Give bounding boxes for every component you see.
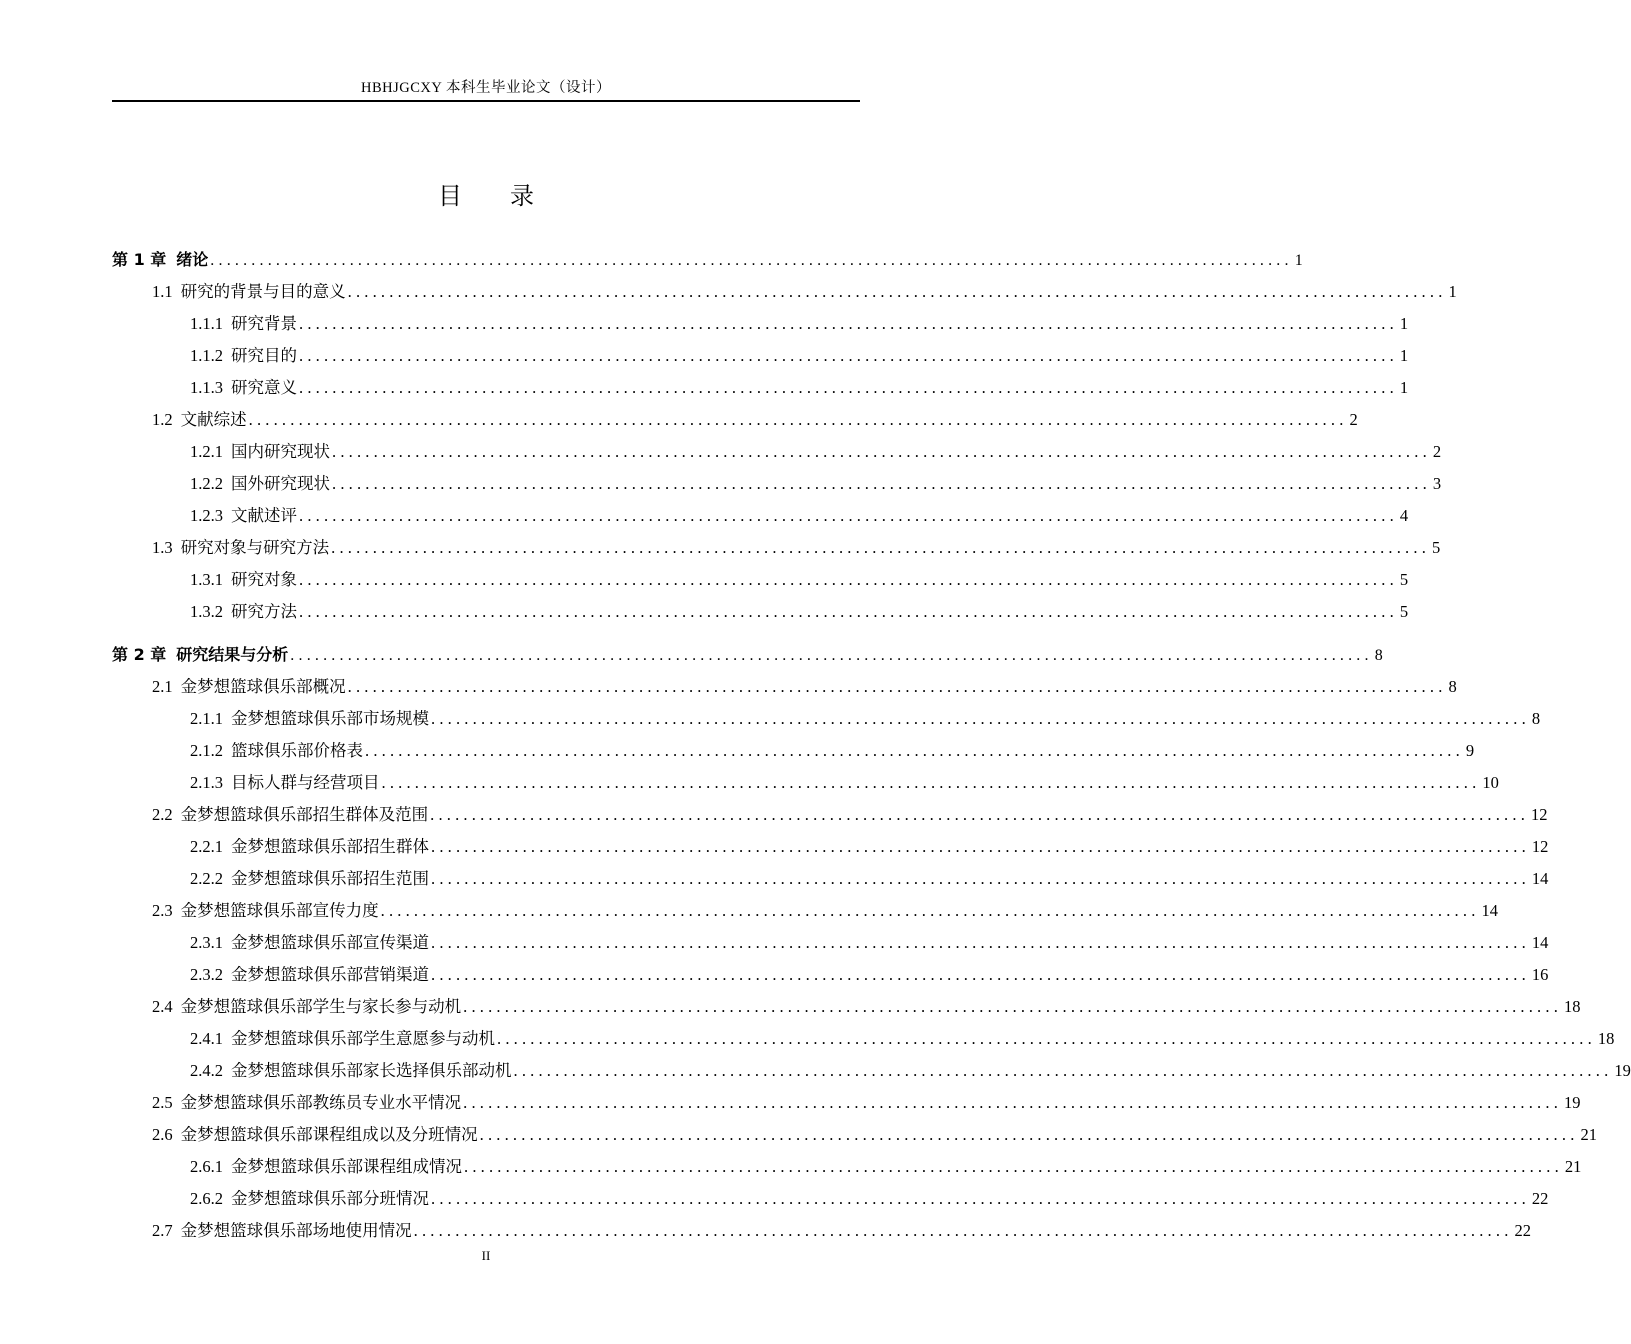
toc-entry-label: 金梦想篮球俱乐部招生群体及范围 xyxy=(180,805,429,824)
toc-entry-label: 研究方法 xyxy=(231,602,297,621)
toc-entry[interactable] xyxy=(112,436,1442,468)
toc-entry-number: 2.3.1 xyxy=(190,933,223,952)
toc-entry-label: 国内研究现状 xyxy=(231,442,330,461)
toc-entry-label: 研究背景 xyxy=(231,314,297,333)
toc-entry-title xyxy=(190,959,429,991)
toc-entry-label: 绪论 xyxy=(176,250,209,269)
toc-entry-title xyxy=(190,1151,462,1183)
toc-entry-label: 金梦想篮球俱乐部教练员专业水平情况 xyxy=(180,1093,462,1112)
toc-entry-label: 金梦想篮球俱乐部招生范围 xyxy=(231,869,429,888)
toc-entry-title xyxy=(190,500,297,532)
toc-entry[interactable] xyxy=(112,468,1442,500)
dot-leader: .................................................................................................................................... xyxy=(331,538,1431,557)
dot-leader: .................................................................................................................................... xyxy=(431,933,1530,952)
toc-entry-label: 金梦想篮球俱乐部学生与家长参与动机 xyxy=(180,997,462,1016)
dot-leader: .................................................................................................................................... xyxy=(413,1221,1513,1240)
toc-entry-label: 金梦想篮球俱乐部概况 xyxy=(180,677,346,696)
dot-leader: .................................................................................................................................... xyxy=(431,837,1530,856)
toc-entry-page: 19 xyxy=(1614,1061,1631,1080)
toc-entry-page: 5 xyxy=(1399,602,1409,621)
toc-entry-number: 1.1.3 xyxy=(190,378,223,397)
toc-entry[interactable] xyxy=(112,1023,1615,1055)
toc-entry-label: 金梦想篮球俱乐部场地使用情况 xyxy=(180,1221,412,1240)
toc-entry[interactable] xyxy=(112,703,1541,735)
toc-entry-title xyxy=(190,735,363,767)
dot-leader: .................................................................................................................................... xyxy=(299,506,1398,525)
toc-entry-title xyxy=(190,372,297,404)
toc-entry[interactable] xyxy=(112,799,1548,831)
toc-entry-page: 1 xyxy=(1448,282,1457,301)
toc-entry-number: 第 2 章 xyxy=(112,645,167,664)
dot-leader: .................................................................................................................................... xyxy=(299,602,1398,621)
dot-leader: .................................................................................................................................... xyxy=(347,677,1447,696)
table-of-contents xyxy=(112,244,1631,1247)
toc-entry[interactable] xyxy=(112,959,1549,991)
toc-entry-title xyxy=(190,564,297,596)
toc-entry-number: 2.1.1 xyxy=(190,709,223,728)
dot-leader: .................................................................................................................................... xyxy=(299,314,1398,333)
toc-entry-title xyxy=(112,244,208,276)
toc-entry-label: 研究的背景与目的意义 xyxy=(180,282,346,301)
dot-leader: .................................................................................................................................... xyxy=(332,442,1431,461)
dot-leader: .................................................................................................................................... xyxy=(299,570,1398,589)
toc-entry-number: 1.1 xyxy=(152,282,173,301)
toc-entry-title xyxy=(190,767,380,799)
toc-entry-page: 19 xyxy=(1564,1093,1581,1112)
dot-leader: .................................................................................................................................... xyxy=(210,252,1293,269)
dot-leader: .................................................................................................................................... xyxy=(479,1125,1579,1144)
dot-leader: .................................................................................................................................... xyxy=(431,869,1530,888)
toc-entry-page: 12 xyxy=(1531,837,1549,856)
dot-leader: .................................................................................................................................... xyxy=(299,378,1398,397)
toc-entry[interactable] xyxy=(112,564,1409,596)
toc-entry[interactable] xyxy=(112,863,1549,895)
toc-entry[interactable] xyxy=(112,671,1457,703)
toc-entry-title xyxy=(152,1215,412,1247)
dot-leader: .................................................................................................................................... xyxy=(248,410,1348,429)
toc-entry[interactable] xyxy=(112,532,1441,564)
dot-leader: .................................................................................................................................... xyxy=(332,474,1431,493)
toc-entry-label: 国外研究现状 xyxy=(231,474,330,493)
toc-entry-number: 2.4.1 xyxy=(190,1029,223,1048)
toc-entry-page: 8 xyxy=(1448,677,1457,696)
toc-entry-title xyxy=(190,436,330,468)
toc-entry-page: 18 xyxy=(1597,1029,1615,1048)
dot-leader: .................................................................................................................................... xyxy=(431,965,1530,984)
toc-entry-page: 2 xyxy=(1349,410,1358,429)
toc-entry-label: 文献述评 xyxy=(231,506,297,525)
toc-entry-page: 14 xyxy=(1481,901,1499,920)
toc-entry-title xyxy=(190,1055,512,1087)
page-number: II xyxy=(481,1248,491,1263)
header-rule xyxy=(112,100,860,102)
toc-entry-title xyxy=(190,1183,429,1215)
toc-entry-number: 2.6.1 xyxy=(190,1157,223,1176)
toc-entry-title xyxy=(190,340,297,372)
toc-entry-page: 16 xyxy=(1531,965,1549,984)
toc-entry[interactable] xyxy=(112,767,1499,799)
toc-entry-page: 1 xyxy=(1399,346,1409,365)
toc-entry-page: 1 xyxy=(1399,378,1409,397)
toc-entry-page: 22 xyxy=(1514,1221,1532,1240)
toc-entry[interactable] xyxy=(112,596,1409,628)
toc-entry-number: 2.2 xyxy=(152,805,173,824)
toc-entry-number: 1.2 xyxy=(152,410,173,429)
toc-entry-number: 1.3.1 xyxy=(190,570,223,589)
toc-entry-number: 1.2.3 xyxy=(190,506,223,525)
toc-entry-label: 金梦想篮球俱乐部学生意愿参与动机 xyxy=(231,1029,495,1048)
toc-entry-number: 2.4.2 xyxy=(190,1061,223,1080)
toc-entry[interactable] xyxy=(112,500,1409,532)
toc-entry-number: 2.2.2 xyxy=(190,869,223,888)
toc-entry-label: 目标人群与经营项目 xyxy=(231,773,380,792)
dot-leader: .................................................................................................................................... xyxy=(464,1157,1563,1176)
toc-entry-label: 篮球俱乐部价格表 xyxy=(231,741,363,760)
dot-leader: .................................................................................................................................... xyxy=(365,741,1464,760)
toc-entry-number: 1.1.2 xyxy=(190,346,223,365)
toc-entry-title xyxy=(190,863,429,895)
dot-leader: .................................................................................................................................... xyxy=(463,1093,1563,1112)
toc-entry-page: 12 xyxy=(1531,805,1548,824)
toc-entry-label: 金梦想篮球俱乐部宣传渠道 xyxy=(231,933,429,952)
toc-entry-page: 3 xyxy=(1432,474,1442,493)
toc-entry-number: 2.7 xyxy=(152,1221,173,1240)
toc-entry-title xyxy=(190,703,429,735)
toc-entry-number: 2.6.2 xyxy=(190,1189,223,1208)
toc-entry-number: 2.1.2 xyxy=(190,741,223,760)
toc-entry[interactable] xyxy=(112,1119,1598,1151)
page-title xyxy=(112,176,860,211)
toc-entry-number: 2.3.2 xyxy=(190,965,223,984)
toc-entry-page: 1 xyxy=(1294,252,1303,269)
toc-entry-title xyxy=(190,468,330,500)
toc-entry-page: 5 xyxy=(1432,538,1441,557)
toc-entry-number: 2.5 xyxy=(152,1093,173,1112)
toc-entry-label: 文献综述 xyxy=(180,410,247,429)
toc-entry-page: 18 xyxy=(1564,997,1581,1016)
dot-leader: .................................................................................................................................... xyxy=(431,1189,1530,1208)
toc-entry[interactable] xyxy=(112,340,1409,372)
toc-entry[interactable] xyxy=(112,991,1581,1023)
toc-entry[interactable] xyxy=(112,639,1383,671)
page-header: HBHJGCXY 本科生毕业论文（设计） xyxy=(361,80,611,96)
dot-leader: .................................................................................................................................... xyxy=(430,805,1530,824)
toc-entry-title xyxy=(152,276,346,308)
toc-entry-number: 2.6 xyxy=(152,1125,173,1144)
toc-entry-label: 金梦想篮球俱乐部课程组成以及分班情况 xyxy=(180,1125,478,1144)
toc-entry-page: 14 xyxy=(1531,933,1549,952)
toc-entry-title xyxy=(152,532,329,564)
toc-entry-label: 金梦想篮球俱乐部营销渠道 xyxy=(231,965,429,984)
dot-leader: .................................................................................................................................... xyxy=(497,1029,1596,1048)
toc-entry[interactable] xyxy=(112,404,1358,436)
toc-entry-title xyxy=(152,799,428,831)
toc-entry-title xyxy=(190,1023,495,1055)
toc-entry[interactable] xyxy=(112,1151,1582,1183)
toc-entry-title xyxy=(190,927,429,959)
toc-entry[interactable] xyxy=(112,831,1549,863)
toc-entry-page: 2 xyxy=(1432,442,1442,461)
toc-entry-label: 金梦想篮球俱乐部宣传力度 xyxy=(180,901,379,920)
toc-entry-title xyxy=(190,596,297,628)
toc-entry-number: 2.1 xyxy=(152,677,173,696)
toc-entry-label: 金梦想篮球俱乐部课程组成情况 xyxy=(231,1157,462,1176)
dot-leader: .................................................................................................................................... xyxy=(513,1061,1613,1080)
dot-leader: .................................................................................................................................... xyxy=(381,773,1481,792)
toc-entry-number: 1.3 xyxy=(152,538,173,557)
toc-entry-page: 14 xyxy=(1531,869,1549,888)
toc-entry-title xyxy=(152,1087,461,1119)
toc-entry-title xyxy=(112,639,288,671)
toc-entry-page: 8 xyxy=(1374,647,1383,664)
toc-entry-page: 5 xyxy=(1399,570,1409,589)
toc-entry-title xyxy=(152,404,247,436)
toc-entry-label: 金梦想篮球俱乐部市场规模 xyxy=(231,709,429,728)
toc-entry-number: 1.2.2 xyxy=(190,474,223,493)
toc-entry-label: 金梦想篮球俱乐部家长选择俱乐部动机 xyxy=(231,1061,512,1080)
toc-entry-label: 研究对象 xyxy=(231,570,297,589)
toc-entry-page: 1 xyxy=(1399,314,1409,333)
toc-entry[interactable] xyxy=(112,1055,1631,1087)
toc-entry[interactable] xyxy=(112,735,1475,767)
toc-entry[interactable] xyxy=(112,1087,1581,1119)
toc-entry[interactable] xyxy=(112,927,1549,959)
toc-entry-title xyxy=(190,308,297,340)
toc-entry-page: 21 xyxy=(1564,1157,1582,1176)
toc-entry-number: 1.2.1 xyxy=(190,442,223,461)
toc-entry-number: 2.1.3 xyxy=(190,773,223,792)
toc-entry[interactable] xyxy=(112,1215,1532,1247)
toc-entry-page: 4 xyxy=(1399,506,1409,525)
toc-entry-title xyxy=(190,831,429,863)
toc-entry[interactable] xyxy=(112,372,1409,404)
toc-entry-label: 研究对象与研究方法 xyxy=(180,538,330,557)
title-char-2: 录 xyxy=(510,182,534,210)
toc-entry-page: 9 xyxy=(1465,741,1475,760)
toc-entry-number: 2.2.1 xyxy=(190,837,223,856)
toc-entry[interactable] xyxy=(112,276,1457,308)
toc-entry-number: 2.3 xyxy=(152,901,173,920)
toc-entry[interactable] xyxy=(112,308,1409,340)
toc-entry-label: 研究结果与分析 xyxy=(176,645,289,664)
toc-entry-page: 10 xyxy=(1482,773,1499,792)
toc-entry-number: 1.1.1 xyxy=(190,314,223,333)
toc-entry-label: 研究目的 xyxy=(231,346,297,365)
title-char-1: 目 xyxy=(438,182,462,210)
dot-leader: .................................................................................................................................... xyxy=(290,647,1373,664)
toc-entry-label: 金梦想篮球俱乐部招生群体 xyxy=(231,837,429,856)
toc-entry[interactable] xyxy=(112,244,1303,276)
toc-entry-title xyxy=(152,1119,478,1151)
toc-entry-title xyxy=(152,895,379,927)
toc-entry-number: 1.3.2 xyxy=(190,602,223,621)
toc-entry-page: 8 xyxy=(1531,709,1541,728)
toc-entry-number: 2.4 xyxy=(152,997,173,1016)
dot-leader: .................................................................................................................................... xyxy=(347,282,1447,301)
toc-entry-label: 金梦想篮球俱乐部分班情况 xyxy=(231,1189,429,1208)
toc-entry-number: 第 1 章 xyxy=(112,250,167,269)
dot-leader: .................................................................................................................................... xyxy=(463,997,1563,1016)
dot-leader: .................................................................................................................................... xyxy=(431,709,1530,728)
toc-entry-title xyxy=(152,991,461,1023)
dot-leader: .................................................................................................................................... xyxy=(299,346,1398,365)
toc-entry-page: 22 xyxy=(1531,1189,1549,1208)
toc-entry-title xyxy=(152,671,346,703)
toc-entry[interactable] xyxy=(112,895,1499,927)
toc-entry-label: 研究意义 xyxy=(231,378,297,397)
toc-entry[interactable] xyxy=(112,1183,1549,1215)
dot-leader: .................................................................................................................................... xyxy=(380,901,1480,920)
toc-entry-page: 21 xyxy=(1580,1125,1598,1144)
